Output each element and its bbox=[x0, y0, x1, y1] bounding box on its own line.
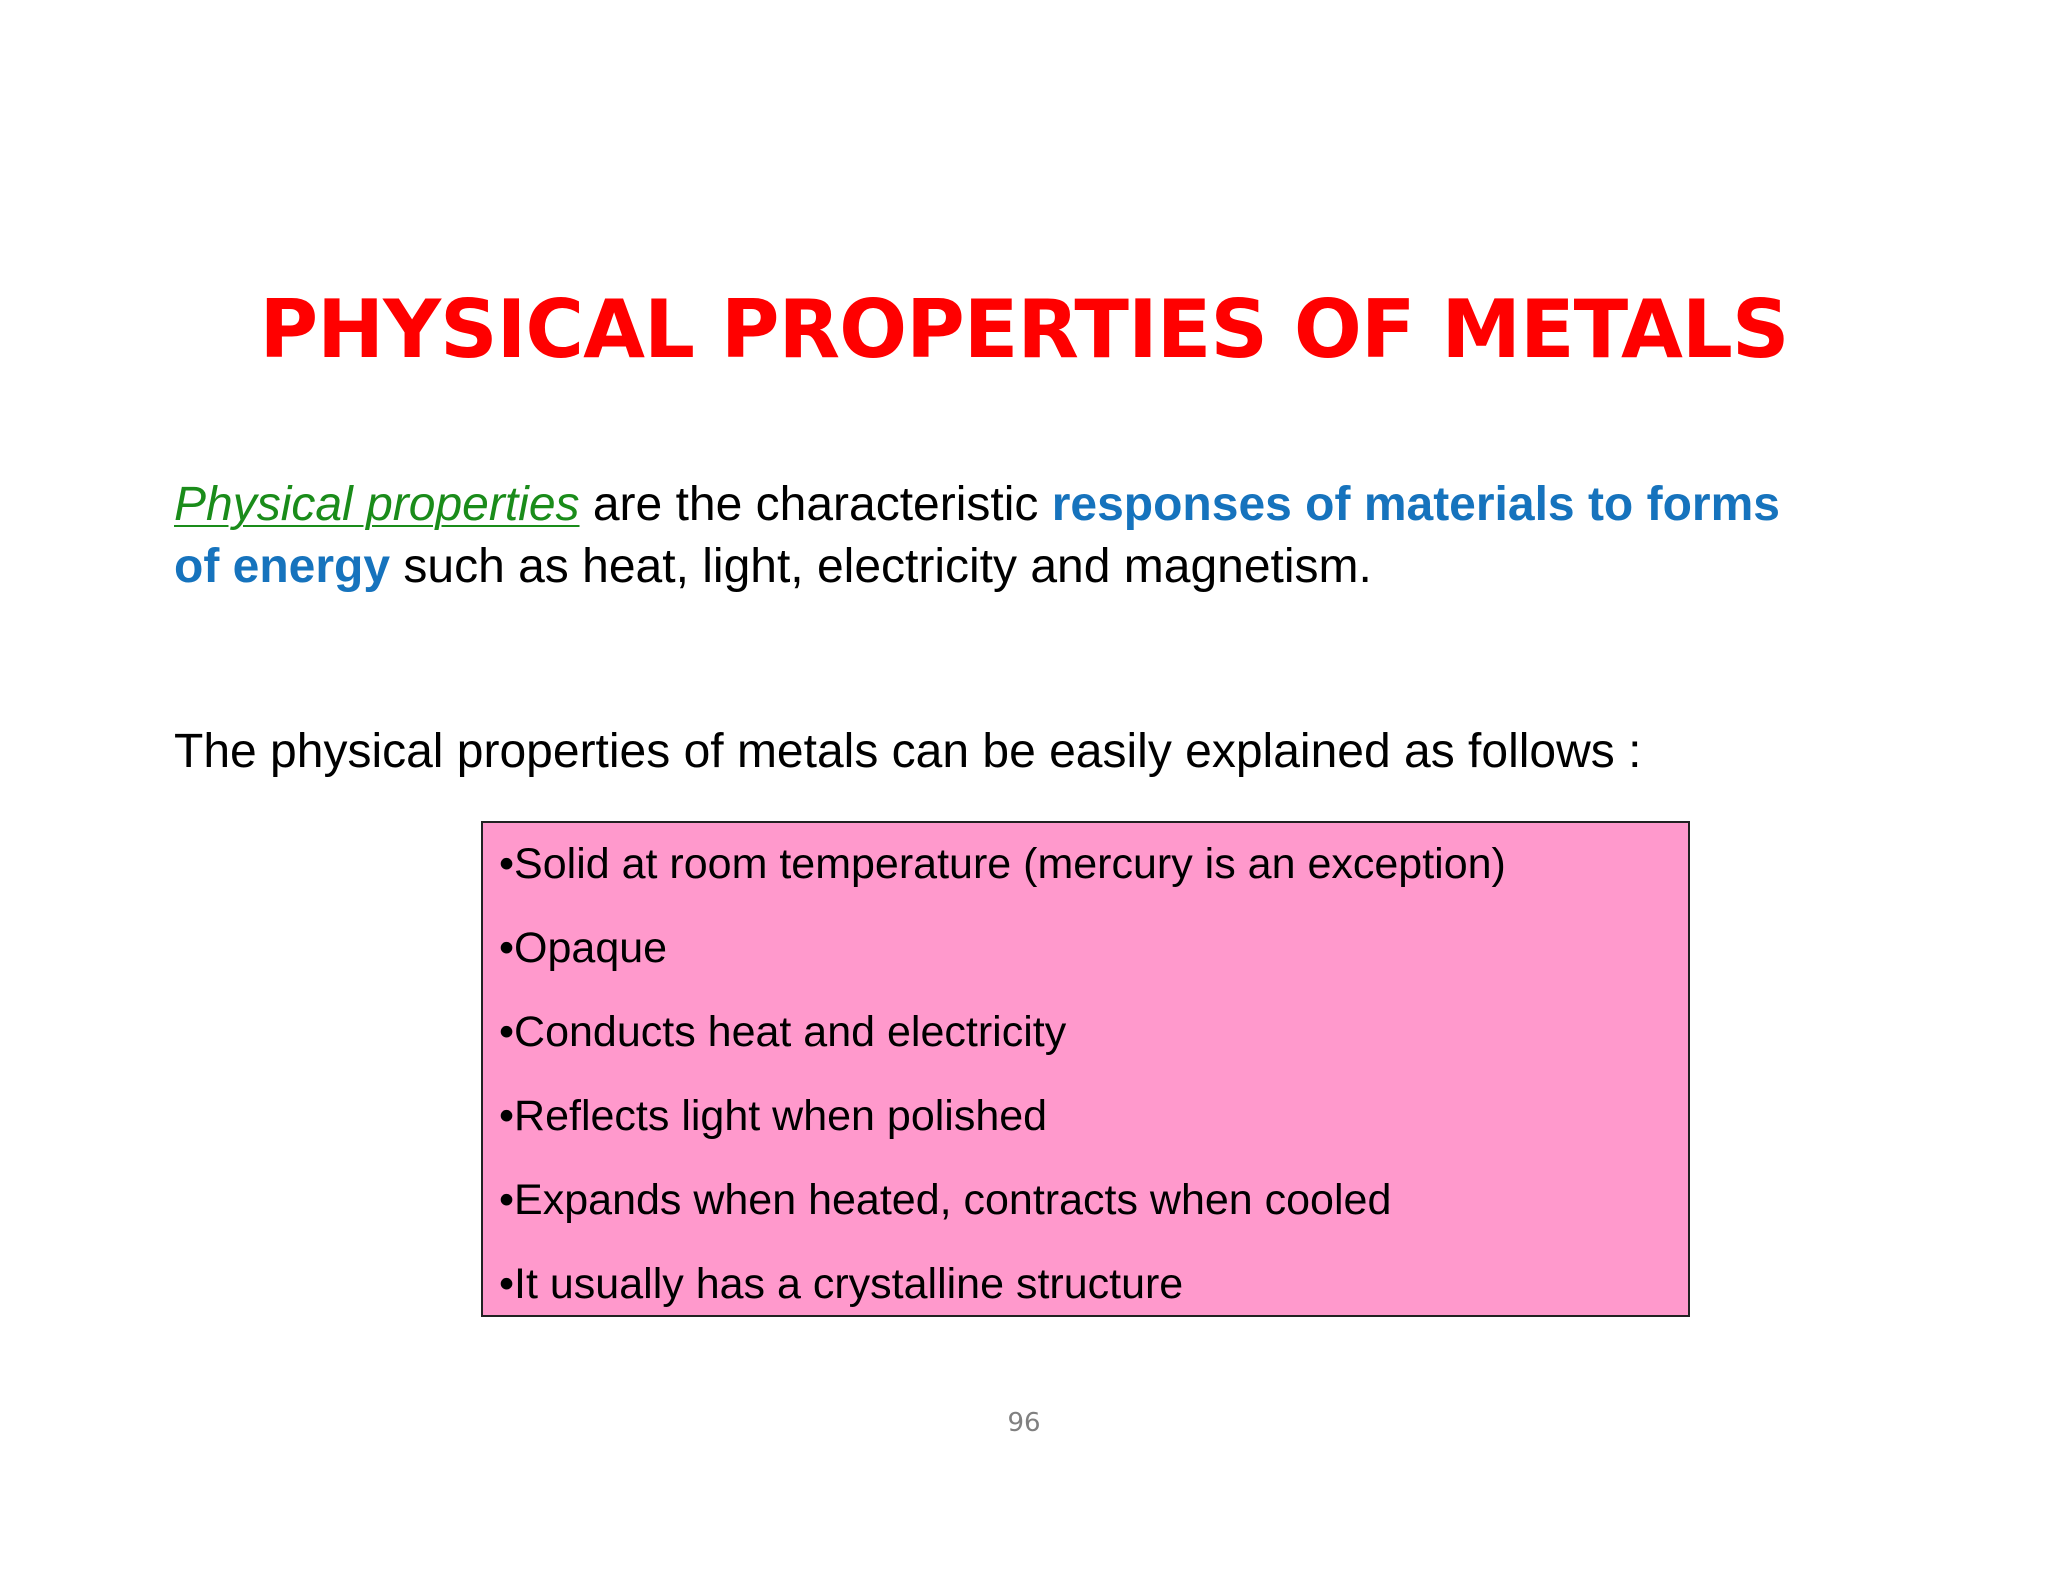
property-item: •Solid at room temperature (mercury is an exception) bbox=[499, 840, 1506, 888]
properties-list bbox=[499, 833, 1688, 1337]
definition-text-part-1: are the characteristic bbox=[579, 478, 1052, 531]
property-item: •Expands when heated, contracts when cooled bbox=[499, 1176, 1392, 1224]
definition-highlight: responses of materials to forms of energy bbox=[174, 478, 1780, 593]
slide-title: PHYSICAL PROPERTIES OF METALS bbox=[259, 283, 1789, 376]
property-item: •Reflects light when polished bbox=[499, 1092, 1048, 1140]
definition-term: Physical properties bbox=[174, 478, 580, 531]
properties-box bbox=[481, 821, 1690, 1317]
property-item: •Opaque bbox=[499, 924, 668, 972]
property-item: •It usually has a crystalline structure bbox=[499, 1260, 1184, 1308]
page-number: 96 bbox=[1007, 1408, 1041, 1438]
definition-text-part-2: such as heat, light, electricity and magnetism. bbox=[390, 540, 1372, 593]
property-item: •Conducts heat and electricity bbox=[499, 1008, 1067, 1056]
intro-sentence: The physical properties of metals can be easily explained as follows : bbox=[174, 725, 1642, 778]
definition-paragraph bbox=[174, 474, 1814, 598]
